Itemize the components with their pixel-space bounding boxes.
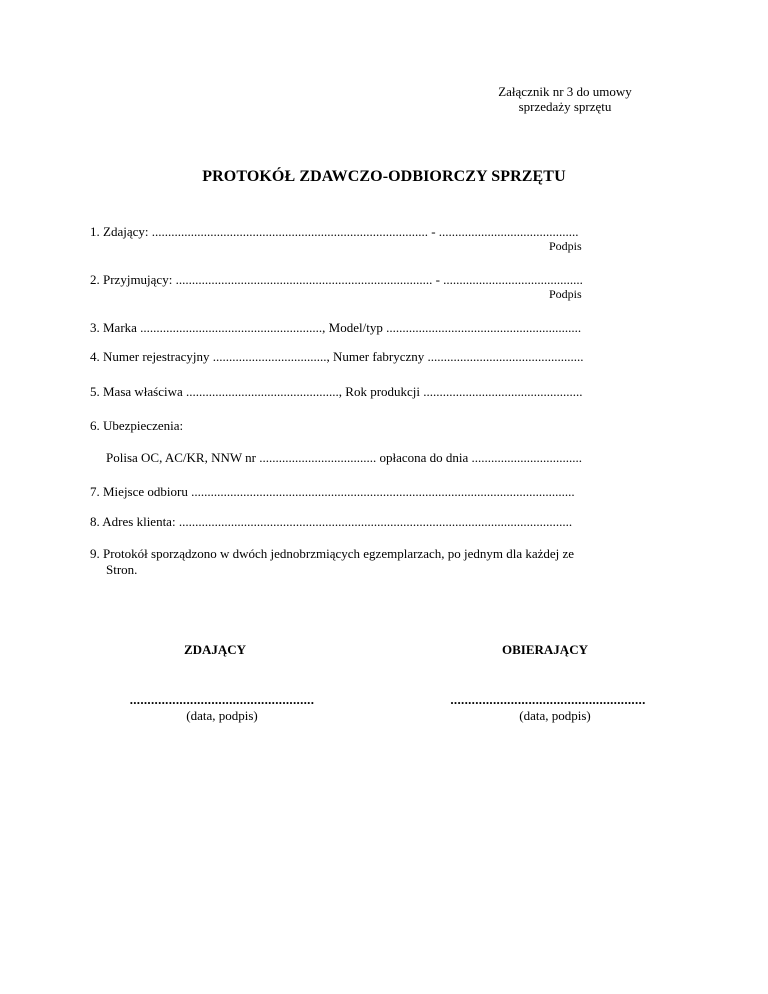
field-protokol-line-1: 9. Protokół sporządzono w dwóch jednobrzmiących egzemplarzach, po jednym dla każdej ze <box>90 546 575 561</box>
annex-line-1: Załącznik nr 3 do umowy <box>498 84 632 99</box>
zdajacy-signature-caption: (data, podpis) <box>186 708 258 723</box>
obierajacy-signature-line: ....................................................... <box>450 692 646 707</box>
field-adres-klienta: 8. Adres klienta: ......................................................................................................................... <box>90 514 573 529</box>
zdajacy-signature-label: Podpis <box>549 239 582 253</box>
field-zdajacy: 1. Zdający: ..................................................................................... - ........................................... <box>90 224 579 239</box>
page-title: PROTOKÓŁ ZDAWCZO-ODBIORCZY SPRZĘTU <box>202 168 566 185</box>
obierajacy-heading: OBIERAJĄCY <box>502 642 588 657</box>
zdajacy-signature-line: .................................................... <box>129 692 315 707</box>
przyjmujacy-signature-label: Podpis <box>549 287 582 301</box>
field-polisa: Polisa OC, AC/KR, NNW nr .................................... opłacona do dnia .................................. <box>106 450 583 465</box>
field-ubezpieczenia: 6. Ubezpieczenia: <box>90 418 184 433</box>
zdajacy-heading: ZDAJĄCY <box>183 642 247 657</box>
obierajacy-signature-caption: (data, podpis) <box>519 708 591 723</box>
field-masa-rok: 5. Masa właściwa ..............................................., Rok produkcji ................................................. <box>90 384 583 399</box>
field-miejsce-odbioru: 7. Miejsce odbioru ...................................................................................................................... <box>90 484 575 499</box>
field-przyjmujacy: 2. Przyjmujący: ............................................................................... - ........................................... <box>90 272 583 287</box>
field-marka-model: 3. Marka ........................................................, Model/typ ............................................................ <box>90 320 582 335</box>
annex-line-2: sprzedaży sprzętu <box>518 99 612 114</box>
field-protokol-line-2: Stron. <box>106 562 138 577</box>
field-numer-rejestracyjny-fabryczny: 4. Numer rejestracyjny ..................................., Numer fabryczny ................................................ <box>90 349 584 364</box>
